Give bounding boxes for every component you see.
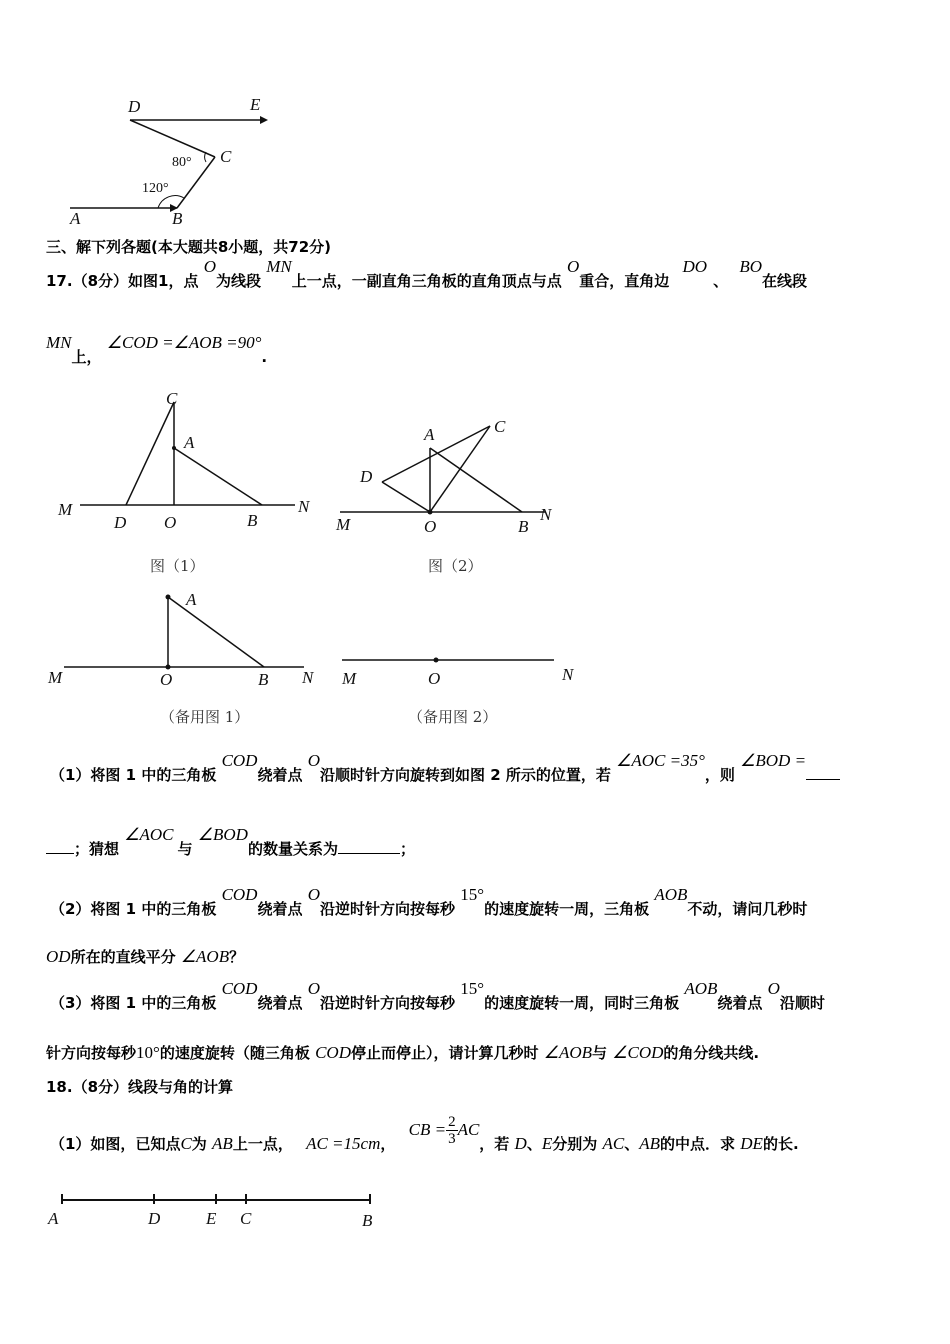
- q17-part1-a: （1）将图 1 中的三角板 COD绕着点 O沿顺时针方向旋转到如图 2 所示的位置，若 ∠AOC =35°，则 ∠BOD =: [50, 764, 840, 785]
- fig-label: O: [424, 517, 437, 536]
- fig-label: C: [220, 147, 232, 166]
- fig-label: B: [518, 517, 529, 536]
- fig-label: E: [206, 1209, 217, 1228]
- fig-label: O: [160, 670, 173, 689]
- fig-label: B: [258, 670, 269, 689]
- fig-label: C: [494, 417, 506, 436]
- fig-label: M: [58, 500, 73, 519]
- fig-label: C: [166, 390, 178, 408]
- fig-label: D: [148, 1209, 161, 1228]
- fig-label: C: [240, 1209, 252, 1228]
- fig-label: A: [424, 425, 435, 444]
- q17-part3-a: （3）将图 1 中的三角板 COD绕着点 O沿逆时针方向按每秒 15°的速度旋转一周，同时三角板 AOB绕着点 O沿顺时: [50, 979, 825, 1012]
- fig-label: M: [336, 515, 351, 534]
- fig-label: A: [48, 1209, 59, 1228]
- q17-part2-b: OD所在的直线平分 ∠AOB？: [46, 947, 245, 966]
- backup-figure-1: [46, 585, 326, 695]
- caption-fig2: 图（2）: [428, 557, 483, 575]
- fig-label: D: [128, 97, 141, 116]
- q17-part2-a: （2）将图 1 中的三角板 COD绕着点 O沿逆时针方向按每秒 15°的速度旋转一周，三角板 AOB不动，请问几秒时: [50, 885, 808, 918]
- fig-label: E: [250, 95, 261, 114]
- fig-label: O: [428, 669, 441, 688]
- fig-label: M: [342, 669, 357, 688]
- figure-2: [330, 410, 570, 540]
- fig-label: O: [164, 513, 177, 532]
- fig-label: N: [298, 497, 310, 516]
- fig-label: D: [114, 513, 127, 532]
- q17-part1-b: ；猜想 ∠AOC与 ∠BOD的数量关系为 ；: [46, 838, 415, 859]
- fig-label: A: [70, 209, 81, 228]
- angle-label: 120°: [142, 181, 169, 196]
- caption-fig1: 图（1）: [150, 557, 205, 575]
- q17-part3-b: 针方向按每秒10°的速度旋转（随三角板 COD停止而停止），请计算几秒时 ∠AOB与 ∠COD的角分线共线.: [46, 1043, 760, 1062]
- figure-1: [50, 390, 320, 540]
- fig-label: B: [362, 1211, 373, 1230]
- fig-label: B: [247, 511, 258, 530]
- fig-label: A: [184, 433, 195, 452]
- q17-line2: MN上， ∠COD =∠AOB =90°.: [46, 333, 268, 366]
- fig-label: D: [360, 467, 373, 486]
- fig-label: A: [186, 590, 197, 609]
- fig-label: B: [172, 209, 183, 228]
- fig-label: N: [562, 665, 574, 684]
- caption-backup2: （备用图 2）: [408, 708, 498, 726]
- fig-label: N: [302, 668, 314, 687]
- q17-line1: 17.（8分）如图1，点 O为线段 MN上一点，一副直角三角板的直角顶点与点 O重合，直角边 DO、 BO在线段: [46, 257, 807, 290]
- segment-figure: [40, 1190, 390, 1240]
- fig-label: N: [540, 505, 552, 524]
- q18-title: 18.（8分）线段与角的计算: [46, 1078, 234, 1096]
- section-heading: 三、解下列各题(本大题共8小题，共72分): [46, 238, 332, 256]
- backup-figure-2: [330, 640, 590, 695]
- fig-label: M: [48, 668, 63, 687]
- caption-backup1: （备用图 1）: [160, 708, 250, 726]
- q18-part1: （1）如图，已知点C为 AB上一点， AC =15cm， CB = $\frac{2}{3}$ AC，若 D、E分别为 AC、AB的中点．求 DE的长.: [50, 1114, 799, 1153]
- angle-label: 80°: [172, 155, 192, 170]
- top-figure: [60, 90, 290, 230]
